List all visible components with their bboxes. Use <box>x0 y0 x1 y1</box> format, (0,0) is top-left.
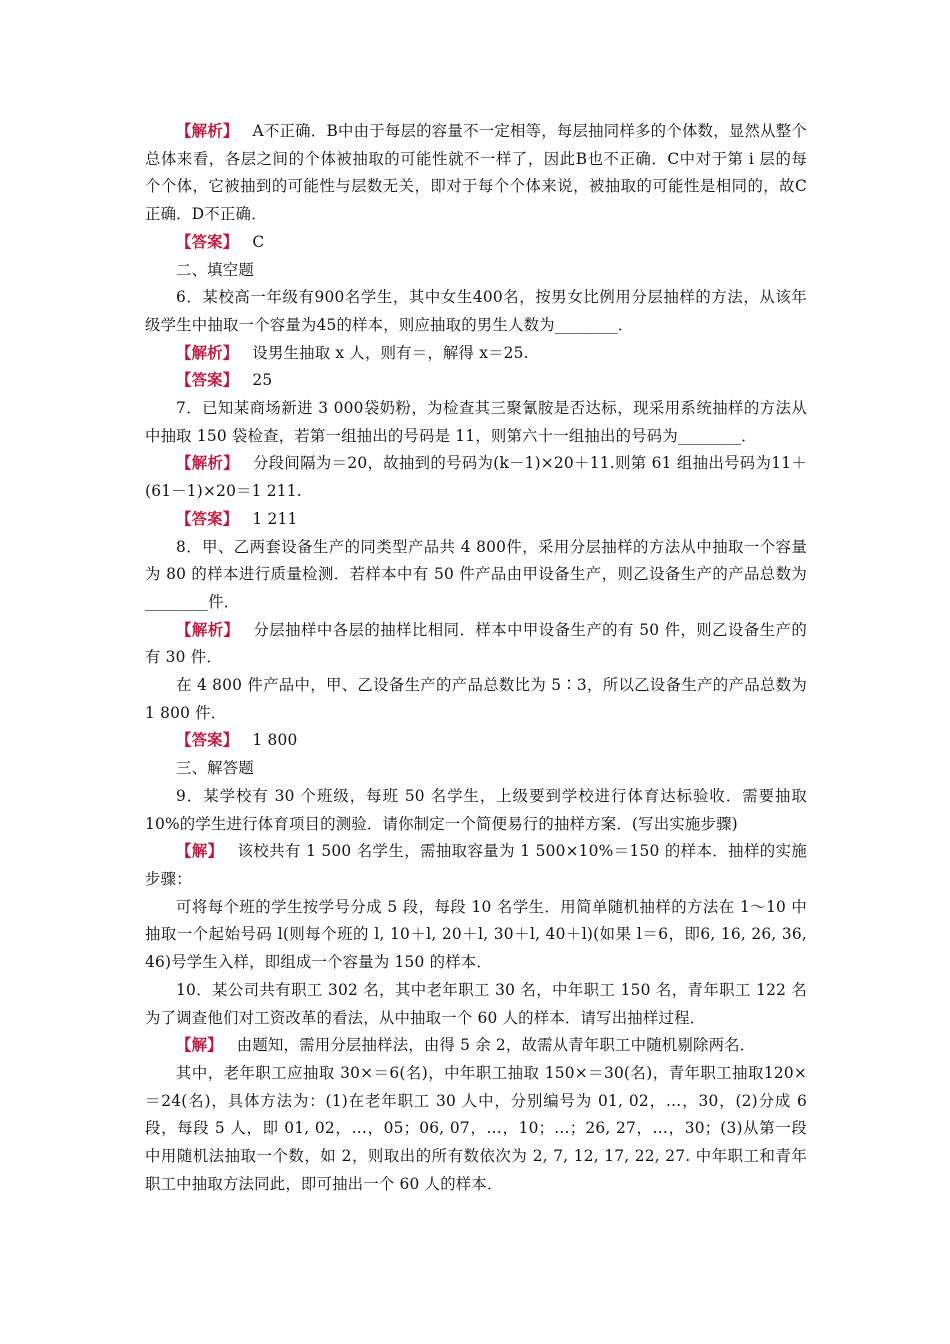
analysis-text: 设男生抽取 x 人，则有＝，解得 x＝25. <box>252 343 529 362</box>
analysis-tag: 【解析】 <box>176 454 239 473</box>
answer-5 <box>145 229 807 257</box>
answer-tag: 【答案】 <box>176 731 239 750</box>
solution-tag: 【解】 <box>176 1036 223 1055</box>
solution-text: 由题知，需用分层抽样法，由得 5 余 2，故需从青年职工中随机剔除两名． <box>236 1036 756 1055</box>
answer-text: 1 211 <box>252 509 298 528</box>
answer-tag: 【答案】 <box>176 232 239 251</box>
analysis-5 <box>145 118 807 229</box>
question-7: 7．已知某商场新进 3 000袋奶粉，为检查其三聚氰胺是否达标，现采用系统抽样的方法从中抽取 150 袋检查，若第一组抽出的号码是 11，则第六十一组抽出的号码为________． <box>145 399 807 445</box>
question-9: 9．某学校有 30 个班级，每班 50 名学生，上级要到学校进行体育达标验收．需要抽取10%的学生进行体育项目的测验．请你制定一个简便易行的抽样方案．(写出实施步骤) <box>145 786 807 833</box>
analysis-7 <box>145 450 807 505</box>
question-6: 6．某校高一年级有900名学生，其中女生400名，按男女比例用分层抽样的方法，从该年级学生中抽取一个容量为45的样本，则应抽取的男生人数为________． <box>145 288 807 334</box>
analysis-tag: 【解析】 <box>176 122 239 140</box>
analysis-tag: 【解析】 <box>176 620 240 639</box>
analysis-tag: 【解析】 <box>176 343 239 362</box>
question-10: 10．某公司共有职工 302 名，其中老年职工 30 名，中年职工 150 名，青年职工 122 名为了调查他们对工资改革的看法，从中抽取一个 60 人的样本．请写出抽样过程． <box>145 980 807 1027</box>
solution-10-continued: 其中，老年职工应抽取 30×＝6(名)，中年职工抽取 150×＝30(名)，青年职工抽取120×＝24(名)，具体方法为：(1)在老年职工 30 人中，分别编号为 01, 02，…，30，(2)分成 6 段，每段 5 人，即 01, 02，…，05；06, 07，…，10；…；26, 27，…，30；(3)从第一段中用随机法抽取一个数，如 2，则取出的所有数依次为 2, 7, 12, 17, 22, 27. 中年职工和青年职工中抽取方法同此，即可抽出一个 60 人的样本． <box>145 1063 807 1193</box>
analysis-6 <box>145 340 807 368</box>
answer-6 <box>145 367 807 395</box>
analysis-8 <box>145 617 807 672</box>
answer-7 <box>145 506 807 534</box>
section-heading-fill-blank: 二、填空题 <box>176 260 254 279</box>
solution-10 <box>145 1032 807 1060</box>
answer-text: 25 <box>252 371 273 390</box>
analysis-text: A不正确．B中由于每层的容量不一定相等，每层抽同样多的个体数，显然从整个总体来看，各层之间的个体被抽取的可能性就不一样了，因此B也不正确．C中对于第 i 层的每个个体，它被抽到的可能性与层数无关，即对于每个个体来说，被抽取的可能性是相同的，故C正确．D不正确． <box>145 122 807 224</box>
section-heading-solutions: 三、解答题 <box>176 759 254 778</box>
question-8: 8．甲、乙两套设备生产的同类型产品共 4 800件，采用分层抽样的方法从中抽取一个容量为 80 的样本进行质量检测．若样本中有 50 件产品由甲设备生产，则乙设备生产的产品总数为________件． <box>145 537 807 611</box>
analysis-text: 分段间隔为＝20，故抽到的号码为(k－1)×20＋11.则第 61 组抽出号码为11＋(61－1)×20＝1 211. <box>145 454 807 501</box>
solution-tag: 【解】 <box>176 842 224 861</box>
answer-tag: 【答案】 <box>176 509 239 528</box>
solution-9 <box>145 838 807 893</box>
analysis-text: 分层抽样中各层的抽样比相同．样本中甲设备生产的有 50 件，则乙设备生产的有 30 件． <box>145 620 807 667</box>
answer-text: C <box>252 232 265 251</box>
solution-9-continued: 可将每个班的学生按学号分成 5 段，每段 10 名学生．用简单随机抽样的方法在 1～10 中抽取一个起始号码 l(则每个班的 l, 10＋l, 20＋l, 30＋l, 40＋l)(如果 l＝6，即6, 16, 26, 36, 46)号学生入样，即组成一个容量为 150 的样本． <box>145 897 807 972</box>
answer-tag: 【答案】 <box>176 371 239 390</box>
document-page <box>145 118 807 1198</box>
answer-8 <box>145 727 807 755</box>
answer-text: 1 800 <box>252 731 298 750</box>
solution-text: 该校共有 1 500 名学生，需抽取容量为 1 500×10%＝150 的样本．抽样的实施步骤： <box>145 842 808 888</box>
analysis-8-continued: 在 4 800 件产品中，甲、乙设备生产的产品总数比为 5∶3，所以乙设备生产的产品总数为 1 800 件． <box>145 676 807 722</box>
